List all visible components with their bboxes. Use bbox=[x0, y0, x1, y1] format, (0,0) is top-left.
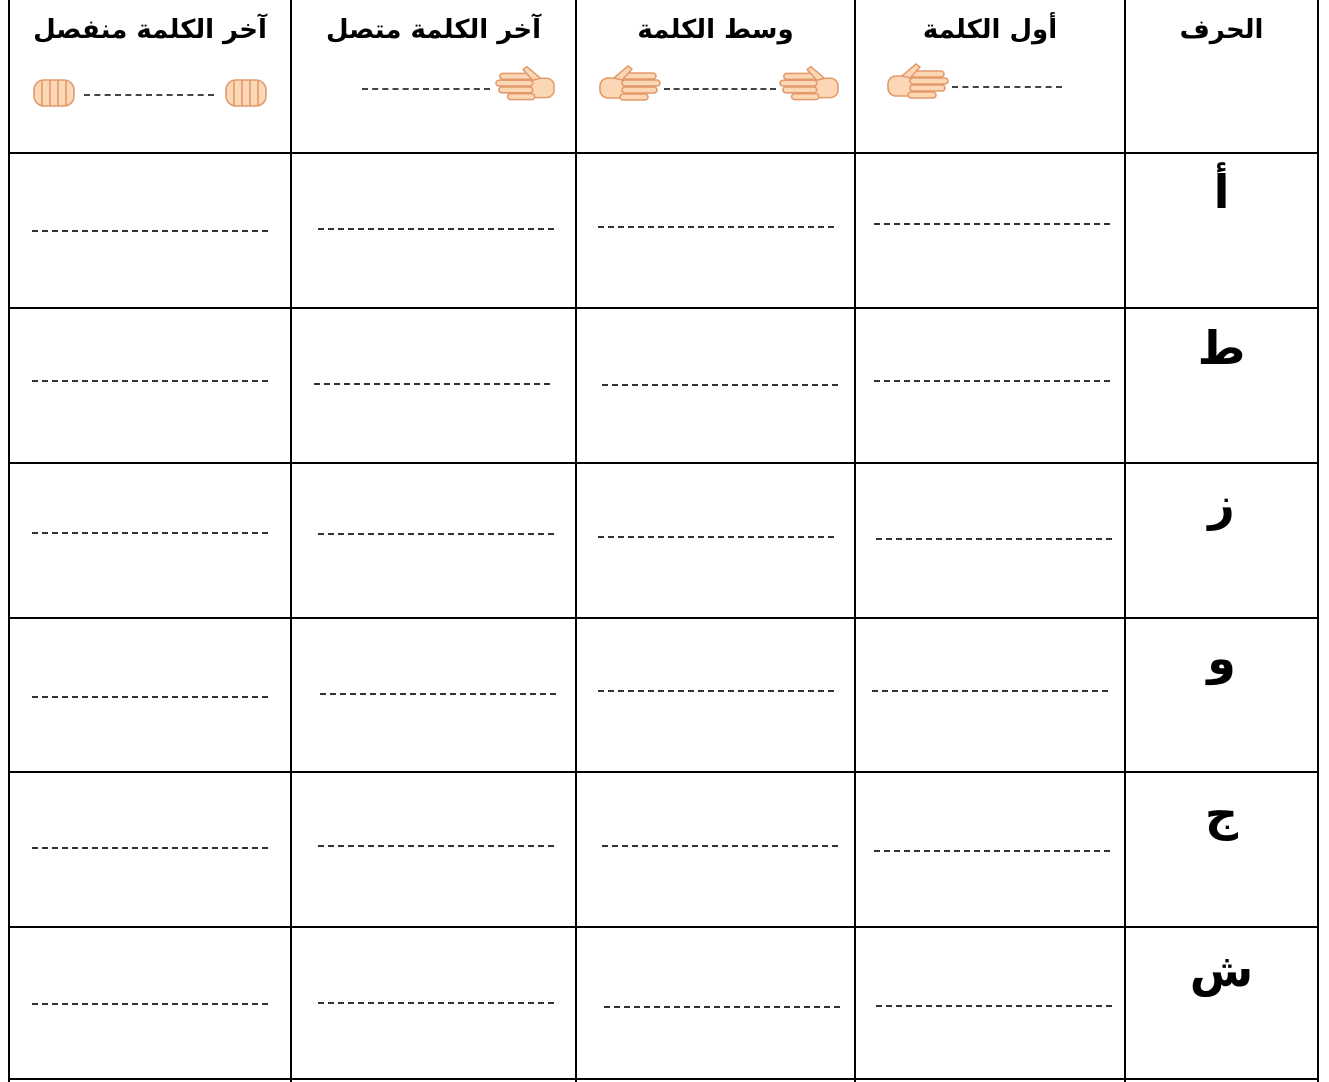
grid-line bbox=[854, 0, 856, 1082]
answer-blank[interactable] bbox=[604, 1006, 840, 1008]
answer-blank[interactable] bbox=[318, 228, 554, 230]
row-letter: أ bbox=[1213, 165, 1230, 219]
row-letter: ش bbox=[1189, 943, 1254, 997]
answer-blank[interactable] bbox=[314, 383, 550, 385]
answer-blank[interactable] bbox=[32, 230, 268, 232]
row-letter: ج bbox=[1204, 787, 1239, 841]
header-end-connected: آخر الكلمة متصل bbox=[325, 15, 542, 45]
answer-blank[interactable] bbox=[318, 1002, 554, 1004]
answer-blank[interactable] bbox=[318, 533, 554, 535]
grid-line bbox=[575, 0, 577, 1082]
header-beginning: أول الكلمة bbox=[922, 15, 1058, 45]
grid-line bbox=[8, 152, 1319, 154]
answer-blank[interactable] bbox=[874, 223, 1110, 225]
answer-blank[interactable] bbox=[598, 536, 834, 538]
header-dash-line bbox=[84, 94, 214, 96]
row-letter: و bbox=[1207, 631, 1236, 685]
answer-blank[interactable] bbox=[602, 845, 838, 847]
row-letter: ز bbox=[1208, 477, 1235, 531]
answer-blank[interactable] bbox=[32, 696, 268, 698]
answer-blank[interactable] bbox=[32, 1003, 268, 1005]
answer-blank[interactable] bbox=[318, 845, 554, 847]
grid-line bbox=[8, 0, 10, 1082]
answer-blank[interactable] bbox=[320, 693, 556, 695]
open-hand-right-icon bbox=[886, 62, 950, 108]
grid-line bbox=[8, 1078, 1319, 1080]
grid-line bbox=[8, 307, 1319, 309]
answer-blank[interactable] bbox=[32, 532, 268, 534]
grid-line bbox=[8, 771, 1319, 773]
open-hand-left-icon bbox=[778, 64, 840, 110]
grid-line bbox=[1317, 0, 1319, 1082]
open-hand-left-icon bbox=[494, 64, 556, 110]
answer-blank[interactable] bbox=[598, 690, 834, 692]
answer-blank[interactable] bbox=[32, 847, 268, 849]
grid-line bbox=[8, 462, 1319, 464]
answer-blank[interactable] bbox=[876, 538, 1112, 540]
grid-line bbox=[8, 926, 1319, 928]
answer-blank[interactable] bbox=[876, 1005, 1112, 1007]
header-letter: الحرف bbox=[1179, 15, 1264, 45]
header-dash-line bbox=[664, 88, 776, 90]
grid-line bbox=[8, 617, 1319, 619]
open-hand-right-icon bbox=[598, 64, 662, 110]
header-end-separate: آخر الكلمة منفصل bbox=[33, 15, 267, 45]
answer-blank[interactable] bbox=[874, 850, 1110, 852]
header-dash-line bbox=[952, 86, 1062, 88]
answer-blank[interactable] bbox=[32, 380, 268, 382]
answer-blank[interactable] bbox=[602, 384, 838, 386]
header-dash-line bbox=[362, 88, 490, 90]
grid-line bbox=[290, 0, 292, 1082]
answer-blank[interactable] bbox=[874, 380, 1110, 382]
header-middle: وسط الكلمة bbox=[637, 15, 794, 45]
answer-blank[interactable] bbox=[598, 226, 834, 228]
fist-icon bbox=[30, 74, 78, 112]
answer-blank[interactable] bbox=[872, 690, 1108, 692]
fist-icon bbox=[222, 74, 270, 112]
row-letter: ط bbox=[1197, 321, 1246, 375]
